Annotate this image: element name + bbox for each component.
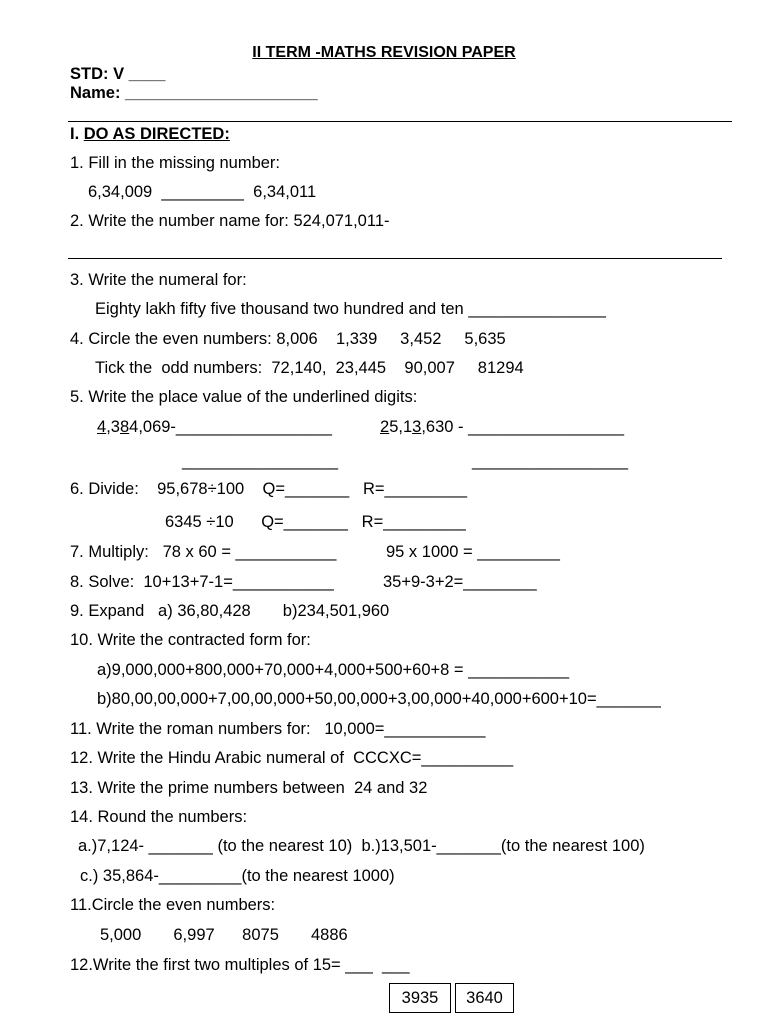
question-5: 5. Write the place value of the underlined digits: bbox=[70, 388, 418, 406]
question-12: 12. Write the Hindu Arabic numeral of CCCXC=__________ bbox=[70, 749, 514, 767]
question-11b-numbers: 5,000 6,997 8075 4886 bbox=[100, 926, 348, 944]
name-label: Name: _____________________ bbox=[70, 84, 318, 102]
number-box: 3935 bbox=[389, 983, 451, 1013]
question-3-text: Eighty lakh fifty five thousand two hundred and ten _______________ bbox=[95, 300, 606, 318]
question-1: 1. Fill in the missing number: bbox=[70, 154, 280, 172]
answer-blank: _________________ bbox=[182, 452, 339, 470]
answer-blank: _________________ bbox=[472, 452, 629, 470]
question-3: 3. Write the numeral for: bbox=[70, 271, 247, 289]
page-title: II TERM -MATHS REVISION PAPER bbox=[252, 44, 516, 61]
question-12b: 12.Write the first two multiples of 15= ___ ___ bbox=[70, 956, 410, 974]
question-1-sequence: 6,34,009 _________ 6,34,011 bbox=[88, 183, 317, 201]
question-2: 2. Write the number name for: 524,071,011- bbox=[70, 212, 390, 230]
number-box: 3640 bbox=[455, 983, 514, 1013]
question-14: 14. Round the numbers: bbox=[70, 808, 248, 826]
question-14-ab: a.)7,124- _______ (to the nearest 10) b.)13,501-_______(to the nearest 100) bbox=[78, 837, 645, 855]
question-9: 9. Expand a) 36,80,428 b)234,501,960 bbox=[70, 602, 390, 620]
section-number: I. bbox=[70, 125, 84, 143]
question-10-a: a)9,000,000+800,000+70,000+4,000+500+60+8 = ___________ bbox=[97, 661, 570, 679]
header-divider bbox=[68, 121, 732, 122]
question-4-odd: Tick the odd numbers: 72,140, 23,445 90,007 81294 bbox=[95, 359, 524, 377]
question-11b: 11.Circle the even numbers: bbox=[70, 896, 276, 914]
question-7: 7. Multiply: 78 x 60 = ___________ bbox=[70, 543, 337, 561]
place-value-number-2: 25,13,630 - _________________ bbox=[380, 418, 625, 436]
place-value-number-1: 4,384,069-_________________ bbox=[97, 418, 332, 436]
section-title: DO AS DIRECTED: bbox=[83, 125, 230, 143]
section-heading bbox=[70, 124, 230, 144]
question-14-c: c.) 35,864-_________(to the nearest 1000) bbox=[80, 867, 395, 885]
question-7-part-2: 95 x 1000 = _________ bbox=[386, 543, 560, 561]
question-11: 11. Write the roman numbers for: 10,000=___________ bbox=[70, 720, 486, 738]
std-label: STD: V ____ bbox=[70, 65, 166, 83]
question-8: 8. Solve: 10+13+7-1=___________ bbox=[70, 573, 334, 591]
question-6-second: 6345 ÷10 Q=_______ R=_________ bbox=[165, 513, 466, 531]
question-13: 13. Write the prime numbers between 24 and 32 bbox=[70, 779, 428, 797]
answer-line bbox=[68, 258, 722, 259]
question-10: 10. Write the contracted form for: bbox=[70, 631, 311, 649]
question-6: 6. Divide: 95,678÷100 Q=_______ R=_________ bbox=[70, 480, 468, 498]
question-8-part-2: 35+9-3+2=________ bbox=[383, 573, 537, 591]
question-4: 4. Circle the even numbers: 8,006 1,339 3,452 5,635 bbox=[70, 330, 506, 348]
question-10-b: b)80,00,00,000+7,00,00,000+50,00,000+3,00,000+40,000+600+10=_______ bbox=[97, 690, 661, 708]
